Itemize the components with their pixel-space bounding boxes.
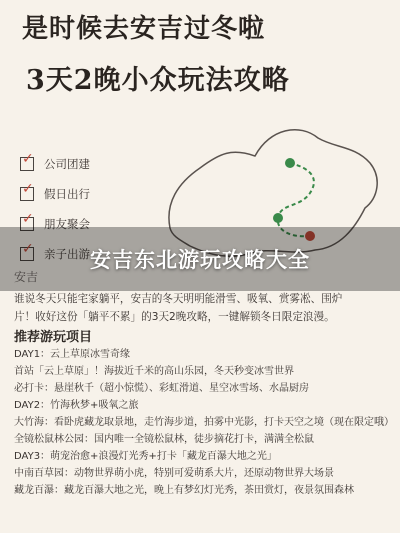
itinerary-item: 必打卡：悬崖秋千（超小惊慌）、彩虹滑道、星空冰雪场、水晶厨房 — [14, 383, 309, 394]
checklist-item — [20, 182, 140, 206]
route-line — [278, 163, 314, 236]
region-label: 安吉 — [14, 270, 39, 284]
banner-title: 安吉东北游玩攻略大全 — [90, 248, 310, 272]
checkmark-icon: ✓ — [22, 211, 34, 227]
poster-subtitle: 3天2晚小众玩法攻略 — [26, 65, 290, 96]
itinerary-item: 中南百草园：动物世界萌小虎，特别可爱萌系大片，还原动物世界大场景 — [14, 468, 334, 479]
checkmark-icon: ✓ — [22, 151, 34, 167]
intro-line: 谁说冬天只能宅家躺平，安吉的冬天明明能滑雪、吸氧、赏雾凇、围炉 — [14, 293, 343, 305]
itinerary-item: 全镜松鼠林公园：国内唯一全镜松鼠林，徒步摘花打卡，满满全松鼠 — [14, 434, 314, 445]
itinerary-item: DAY2：竹海秋梦+吸氧之旅 — [14, 400, 139, 411]
title-banner[interactable] — [0, 227, 400, 291]
section-title: 推荐游玩项目 — [14, 330, 93, 345]
intro-paragraph — [14, 290, 390, 326]
itinerary-list — [14, 346, 394, 499]
checkmark-icon: ✓ — [22, 181, 34, 197]
checklist-label: 亲子出游 — [44, 247, 90, 261]
checkmark-icon: ✓ — [22, 241, 34, 257]
checklist-label: 公司团建 — [44, 157, 90, 171]
map-marker-icon — [285, 158, 295, 168]
checklist-item — [20, 152, 140, 176]
itinerary-item: DAY3：萌宠治愈+浪漫灯光秀+打卡「藏龙百瀑大地之光」 — [14, 451, 277, 462]
intro-line: 片！收好这份「躺平不累」的3天2晚攻略，一键解锁冬日限定浪漫。 — [14, 311, 335, 323]
map-marker-icon — [273, 213, 283, 223]
itinerary-item: 首站「云上草原」！海拔近千米的高山乐园，冬天秒变冰雪世界 — [14, 366, 294, 377]
checklist-label: 朋友聚会 — [44, 217, 90, 231]
itinerary-item: 大竹海：看卧虎藏龙取景地，走竹海步道，拍雾中光影，打卡天空之境（现在限定哦） — [14, 417, 394, 428]
checkbox-icon — [20, 151, 34, 171]
checklist-label: 假日出行 — [44, 187, 90, 201]
itinerary-item: DAY1：云上草原冰雪奇缘 — [14, 349, 131, 360]
itinerary-item: 藏龙百瀑：藏龙百瀑大地之光，晚上有梦幻灯光秀，茶田赏灯，夜景氛围森林 — [14, 485, 354, 496]
poster-title: 是时候去安吉过冬啦 — [22, 14, 266, 44]
checkbox-icon — [20, 181, 34, 201]
